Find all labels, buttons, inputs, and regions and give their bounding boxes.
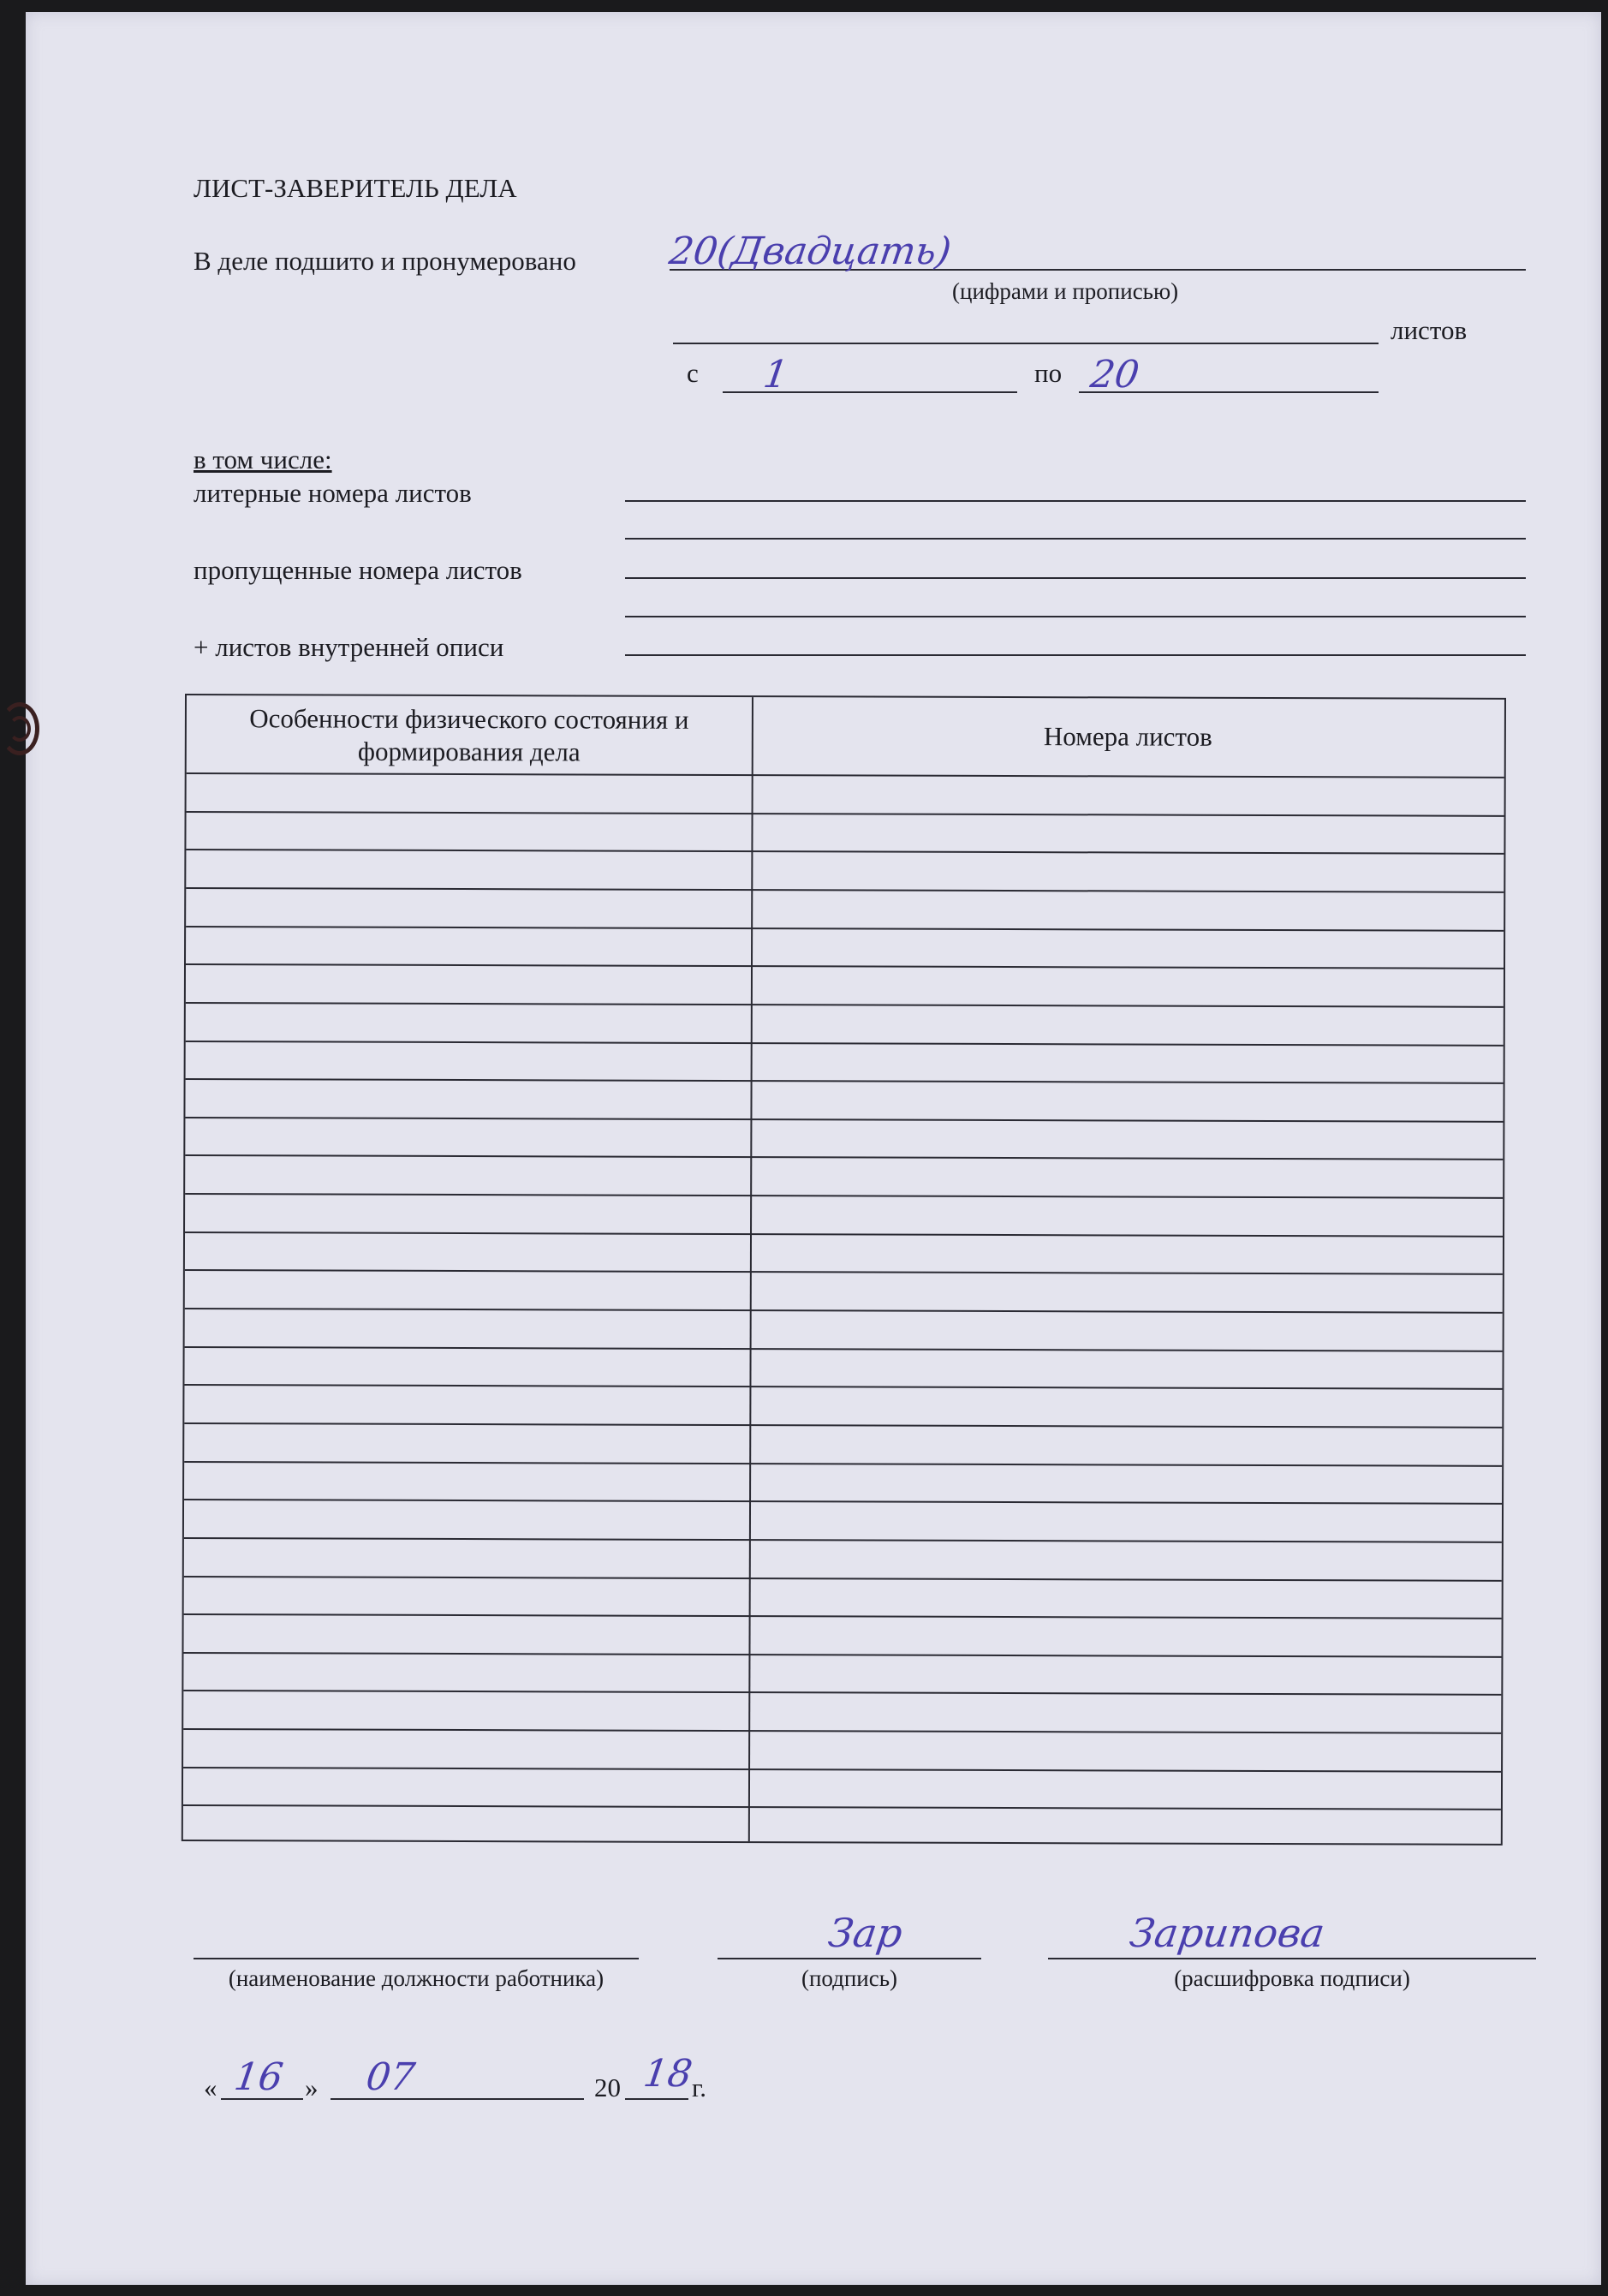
table-row-line [186,926,1504,932]
decoding-underline [1048,1958,1536,1959]
table-row-line [185,1193,1503,1199]
table-row-line [185,1117,1503,1123]
including-label: в том числе: [194,444,332,474]
header-sheet-numbers: Номера листов [1043,721,1212,752]
signature-underline [718,1958,981,1959]
table-row-line [187,811,1504,817]
count-handwritten: 20(Двадцать) [666,230,955,273]
table-row-line [185,1231,1503,1237]
date-day: 16 [231,2055,286,2099]
missing-numbers-underline-2 [625,616,1526,617]
count-hint: (цифрами и прописью) [952,278,1179,304]
missing-numbers-underline [625,577,1526,579]
position-underline [194,1958,639,1959]
count-words-underline [673,343,1379,344]
table-row-line [184,1461,1502,1467]
date-year-underline [625,2098,688,2100]
table-row-line [184,1384,1502,1390]
table-row-line [183,1652,1501,1658]
binder-clip-inner [9,716,31,742]
table-row-line [186,849,1504,855]
condition-table [182,694,1506,1846]
header-condition: Особенности физического состояния и формирования дела [249,703,689,767]
form-title: ЛИСТ-ЗАВЕРИТЕЛЬ ДЕЛА [194,173,517,203]
table-row-line [184,1537,1502,1543]
table-row-line [185,1269,1503,1275]
table-row-line [186,1002,1504,1008]
table-row-line [186,963,1504,969]
document-sheet [26,12,1601,2285]
date-year-prefix: 20 [594,2072,621,2102]
table-row-line [184,1576,1502,1582]
table-row-line [183,1767,1501,1773]
from-label: с [687,358,699,388]
decoding-handwritten: Зарипова [1127,1910,1328,1956]
signature-caption: (подпись) [801,1965,898,1991]
letter-numbers-underline-2 [625,538,1526,540]
from-value: 1 [760,353,791,397]
letter-numbers-label: литерные номера листов [194,478,472,508]
table-row-line [186,1041,1504,1047]
table-row-line [185,1308,1503,1314]
table-row-line [183,1804,1501,1810]
inner-inventory-underline [625,654,1526,656]
date-close-quote: » [305,2072,319,2102]
date-year-unit: г. [692,2072,706,2102]
position-caption: (наименование должности работника) [228,1965,604,1991]
sheets-label: листов [1391,315,1468,345]
table-row-line [183,1690,1501,1696]
table-row-line [186,887,1504,893]
table-row-line [185,1346,1503,1352]
to-value: 20 [1087,353,1142,397]
sewn-label: В деле подшито и пронумеровано [194,246,576,276]
table-row-line [183,1728,1501,1734]
date-month: 07 [363,2055,418,2099]
table-row-line [184,1499,1502,1505]
table-row-line [184,1422,1502,1428]
date-year-suffix: 18 [640,2052,695,2096]
to-label: по [1034,358,1063,388]
table-row-line [185,1154,1503,1160]
missing-numbers-label: пропущенные номера листов [194,555,522,585]
table-row-line [186,1078,1504,1084]
column-divider [748,697,753,1841]
decoding-caption: (расшифровка подписи) [1174,1965,1410,1991]
inner-inventory-label: + листов внутренней описи [194,632,504,662]
table-row-line [184,1613,1502,1619]
letter-numbers-underline [625,500,1526,502]
signature-handwritten: Зар [825,1910,906,1956]
table-row-line [187,772,1504,778]
date-open-quote: « [204,2072,217,2102]
